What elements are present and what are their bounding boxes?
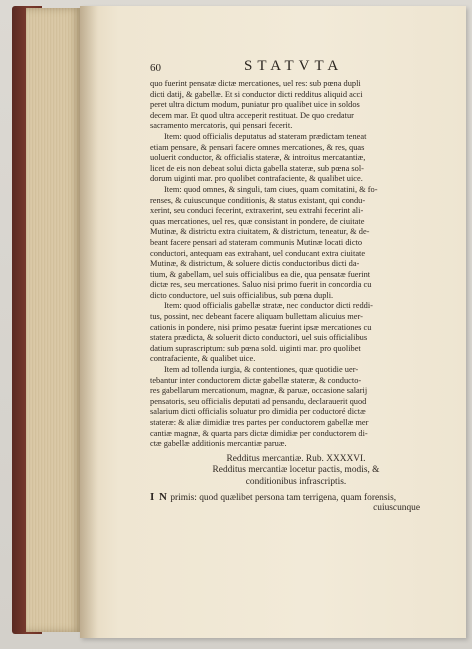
- text-line: Mutinæ, & districtum, & soluere dictis conductoribus dicti da-: [150, 259, 360, 269]
- page-number: 60: [150, 62, 161, 74]
- running-head: STATVTA: [244, 58, 344, 74]
- text-line: conductori, antequam eas extrahant, uel conducant extra ciuitate: [150, 248, 366, 258]
- body-text: [150, 79, 442, 515]
- text-line: xerint, seu conduci fecerint, extraxerint, seu extrahi fecerint ali-: [150, 206, 364, 216]
- rubric-subtitle: conditionibus infrascriptis.: [245, 476, 347, 487]
- text-line: salarium dicti officialis soluatur pro dimidia per coductoré dictæ: [150, 407, 366, 417]
- rubric-subtitle: Redditus mercantiæ locetur pactis, modis, &: [212, 465, 380, 476]
- text-line: decem mar. Et quod ultra acceperit restituat. De quo credatur: [150, 110, 354, 120]
- final-line-text: primis: quod quælibet persona tam terrigena, quam forensis,: [170, 492, 397, 503]
- text-line: res gabellarum mercationum, magnæ, & paruæ, occasione salarij: [150, 386, 368, 396]
- text-line: licet de eis non debeat solui dicta gabella stateræ, sub pœna sol-: [150, 163, 364, 173]
- text-line: datium suprascriptum: sub pœna sold. uiginti mar. pro quolibet: [150, 343, 361, 353]
- text-line: cationis in pondere, nisi primo pesatæ fuerint ipsæ mercationes cu: [150, 322, 372, 332]
- final-paragraph-line: [150, 492, 442, 503]
- text-line: quo fuerint pensatæ dictæ mercationes, uel res: sub pœna dupli: [150, 79, 361, 88]
- text-line: tebantur inter conductorem dictæ gabellæ stateræ, & conducto-: [150, 375, 362, 385]
- text-line: dicti datij, & gabellæ. Et si conductor dicti redditus aliquid acci: [150, 89, 363, 99]
- text-line: tium, & gabellam, uel suis officialibus ea die, qua pensatæ fuerint: [150, 269, 371, 279]
- page-gutter-shadow: [80, 6, 98, 638]
- initial-letters: I N: [150, 491, 168, 503]
- text-line: pensatoris, seu officialis deputati ad pensandu, declarauerit quod: [150, 396, 367, 406]
- text-line: Item ad tollenda iurgia, & contentiones, quæ quotidie uer-: [164, 365, 359, 375]
- text-line: stateræ: & aliæ dimidiæ tres partes per conductorem gabellæ mer: [150, 418, 369, 427]
- text-line: peret ultra dictum modum, puniatur pro qualibet uice in soldos: [150, 100, 360, 110]
- text-line: Item: quod officialis deputatus ad stateram prædictam teneat: [164, 131, 367, 141]
- text-line: dictæ res, seu mercationes. Saluo nisi primo fuerit in concordia cu: [150, 280, 372, 290]
- text-line: dicto conductore, uel suis officialibus, sub pœna dupli.: [150, 290, 334, 300]
- text-line: quas mercationes, uel res, quæ consistant in pondere, de ciuitate: [150, 216, 365, 226]
- text-line: renses, & cuiuscunque conditionis, & status existant, qui condu-: [150, 195, 366, 205]
- text-line: cantiæ magnæ, & quarta pars dictæ dimidiæ per conductorem di-: [150, 428, 368, 438]
- text-line: beant facere pensari ad stateram communis Mutinæ locati dicto: [150, 237, 363, 247]
- text-line: Item: quod officialis gabellæ stratæ, nec conductor dicti reddi-: [164, 301, 373, 311]
- text-line: Item: quod omnes, & singuli, tam ciues, quam comitatini, & fo-: [164, 184, 378, 194]
- catchword: cuiuscunque: [373, 503, 420, 514]
- text-line: etiam pensare, & pensari facere omnes mercationes, & res, quas: [150, 142, 365, 152]
- text-line: dorum uiginti mar. pro quolibet contrafaciente, & qualibet uice.: [150, 174, 363, 184]
- text-line: statera prædicta, & soluerit dicto conductori, uel suis officialibus: [150, 333, 368, 343]
- rubric-title: Redditus mercantiæ. Rub. XXXXVI.: [226, 453, 366, 464]
- text-line: uoluerit conductor, & officialis stateræ, & introitus mercatantiæ,: [150, 153, 366, 163]
- text-line: sacramento mercatoris, qui pensari fecerit.: [150, 121, 293, 131]
- text-line: Mutinæ, & districtu extra ciuitatem, & districtum, teneatur, & de-: [150, 227, 370, 237]
- text-line: ctæ gabellæ additionis mercantiæ paruæ.: [150, 439, 287, 449]
- text-line: tus, possint, nec debeant facere aliquam bullettam alicuius mer-: [150, 312, 363, 322]
- page-edges: [26, 8, 82, 632]
- text-line: contrafaciente, & qualibet uice.: [150, 354, 256, 364]
